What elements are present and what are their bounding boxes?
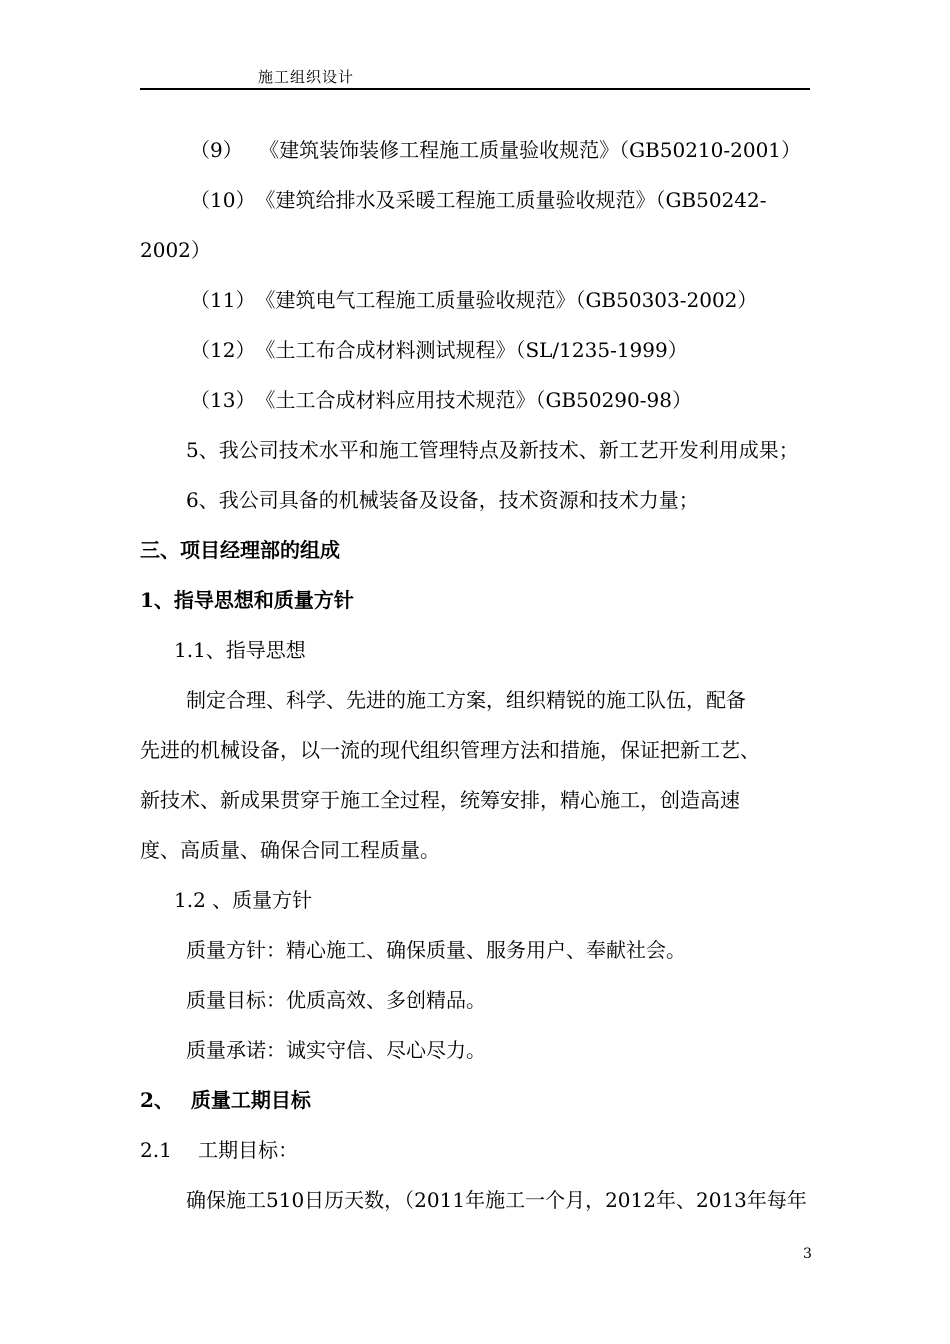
quality-policy: 质量方针：精心施工、确保质量、服务用户、奉献社会。 — [186, 938, 686, 962]
standard-item-10-cont: 2002） — [140, 238, 211, 262]
guiding-paragraph-line-4: 度、高质量、确保合同工程质量。 — [140, 838, 440, 862]
standard-item-10: （10） 《建筑给排水及采暖工程施工质量验收规范》（GB50242- — [190, 188, 767, 212]
guiding-paragraph-line-2: 先进的机械设备，以一流的现代组织管理方法和措施，保证把新工艺、 — [140, 738, 760, 762]
standard-item-11: （11） 《建筑电气工程施工质量验收规范》（GB50303-2002） — [190, 288, 758, 312]
standard-item-13: （13） 《土工合成材料应用技术规范》（GB50290-98） — [190, 388, 692, 412]
subsection-heading-2: 2、 质量工期目标 — [140, 1088, 311, 1112]
guiding-paragraph-line-1: 制定合理、科学、先进的施工方案，组织精锐的施工队伍，配备 — [186, 688, 746, 712]
header-rule — [140, 88, 810, 90]
quality-commitment: 质量承诺：诚实守信、尽心尽力。 — [186, 1038, 486, 1062]
standard-item-9: （9） 《建筑装饰装修工程施工质量验收规范》（GB50210-2001） — [190, 138, 802, 162]
subsection-1-1-title: 1.1、指导思想 — [174, 638, 306, 662]
standard-item-12: （12） 《土工布合成材料测试规程》（SL/1235-1999） — [190, 338, 688, 362]
schedule-paragraph-line-1: 确保施工510日历天数，（2011年施工一个月，2012年、2013年每年 — [186, 1188, 807, 1212]
subsection-1-2-title: 1.2 、质量方针 — [174, 888, 313, 912]
guiding-paragraph-line-3: 新技术、新成果贯穿于施工全过程，统筹安排，精心施工，创造高速 — [140, 788, 740, 812]
section-heading-3: 三、项目经理部的组成 — [140, 538, 340, 562]
subsection-2-1-title: 2.1 工期目标： — [140, 1138, 299, 1162]
subsection-heading-1: 1、指导思想和质量方针 — [140, 588, 354, 612]
basis-item-5: 5、我公司技术水平和施工管理特点及新技术、新工艺开发利用成果； — [186, 438, 799, 462]
quality-target: 质量目标：优质高效、多创精品。 — [186, 988, 486, 1012]
page-number: 3 — [803, 1246, 812, 1262]
basis-item-6: 6、我公司具备的机械装备及设备，技术资源和技术力量； — [186, 488, 699, 512]
page-header-title: 施工组织设计 — [258, 68, 355, 86]
